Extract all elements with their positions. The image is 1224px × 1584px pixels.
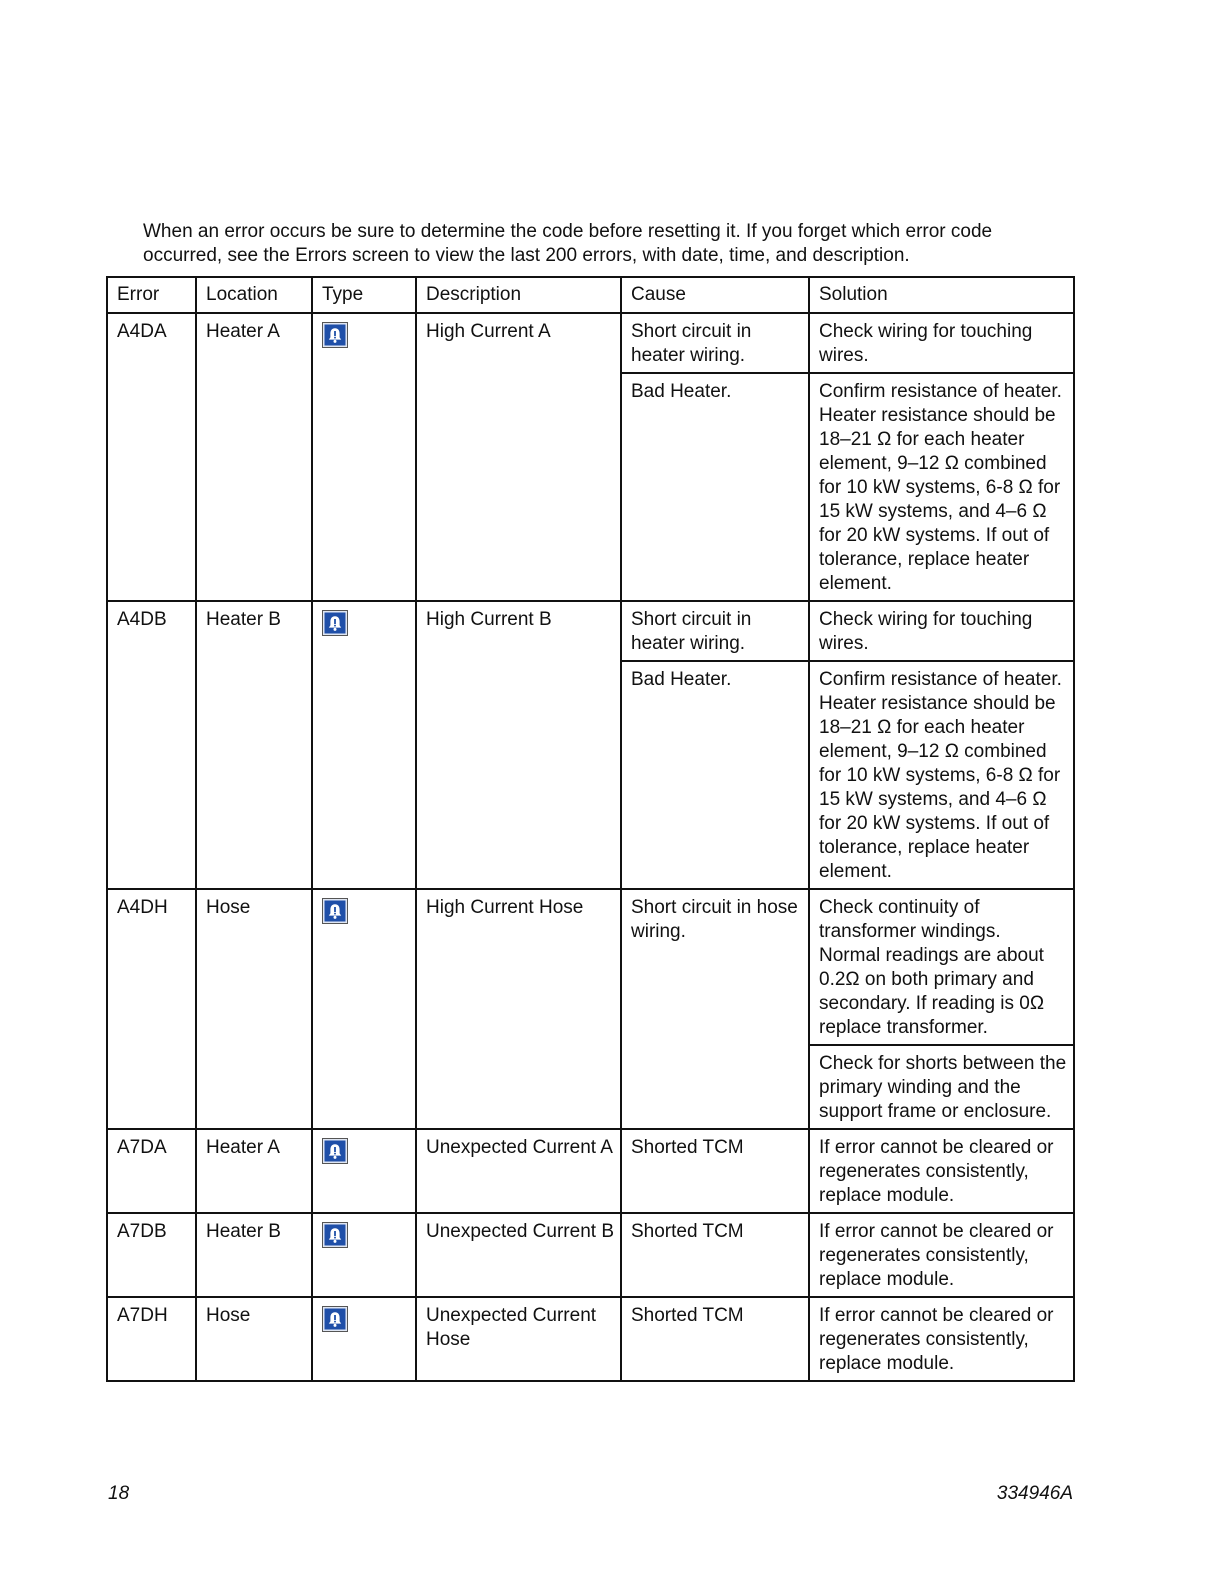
solution: Check for shorts between the primary winding and the support frame or enclosure. — [809, 1045, 1074, 1129]
table-row — [107, 313, 1074, 373]
solution: Check wiring for touching wires. — [809, 313, 1074, 373]
alarm-bell-icon — [322, 1306, 348, 1332]
cause: Bad Heater. — [621, 661, 809, 889]
cause: Short circuit in heater wiring. — [621, 601, 809, 661]
type-cell — [312, 1297, 416, 1381]
alarm-bell-icon — [322, 898, 348, 924]
description: Unexpected Current Hose — [416, 1297, 621, 1381]
cause: Short circuit in heater wiring. — [621, 313, 809, 373]
location: Hose — [196, 889, 312, 1129]
error-code: A4DH — [107, 889, 196, 1129]
cause: Shorted TCM — [621, 1297, 809, 1381]
location: Heater B — [196, 601, 312, 889]
solution: If error cannot be cleared or regenerates consistently, replace module. — [809, 1213, 1074, 1297]
table-header-row — [107, 277, 1074, 313]
intro-paragraph: When an error occurs be sure to determine the code before resetting it. If you forget which error code occurred, see the Errors screen to view the last 200 errors, with date, time, and description. — [143, 221, 993, 266]
document-number: 334946A — [996, 1483, 1073, 1504]
header-solution: Solution — [809, 277, 1074, 313]
cause: Shorted TCM — [621, 1129, 809, 1213]
alarm-bell-icon — [322, 610, 348, 636]
cause: Shorted TCM — [621, 1213, 809, 1297]
error-codes-table — [106, 276, 1075, 1382]
header-description: Description — [416, 277, 621, 313]
description: High Current Hose — [416, 889, 621, 1129]
alarm-bell-icon — [322, 1222, 348, 1248]
header-error: Error — [107, 277, 196, 313]
header-type: Type — [312, 277, 416, 313]
cause: Bad Heater. — [621, 373, 809, 601]
error-code: A7DB — [107, 1213, 196, 1297]
type-cell — [312, 889, 416, 1129]
solution: Check continuity of transformer windings. Normal readings are about 0.2Ω on both primary and secondary. If reading is 0Ω replace transformer. — [809, 889, 1074, 1045]
location: Hose — [196, 1297, 312, 1381]
description: High Current A — [416, 313, 621, 601]
location: Heater A — [196, 313, 312, 601]
cause: Short circuit in hose wiring. — [621, 889, 809, 1129]
solution: If error cannot be cleared or regenerates consistently, replace module. — [809, 1129, 1074, 1213]
error-code: A7DH — [107, 1297, 196, 1381]
solution: Check wiring for touching wires. — [809, 601, 1074, 661]
alarm-bell-icon — [322, 1138, 348, 1164]
table-row — [107, 1297, 1074, 1381]
error-code: A4DB — [107, 601, 196, 889]
table-row — [107, 889, 1074, 1045]
type-cell — [312, 1129, 416, 1213]
type-cell — [312, 1213, 416, 1297]
error-code: A7DA — [107, 1129, 196, 1213]
alarm-bell-icon — [322, 322, 348, 348]
table-row — [107, 1129, 1074, 1213]
table-row — [107, 1213, 1074, 1297]
error-code: A4DA — [107, 313, 196, 601]
location: Heater B — [196, 1213, 312, 1297]
header-cause: Cause — [621, 277, 809, 313]
solution: Confirm resistance of heater. Heater resistance should be 18–21 Ω for each heater element, 9–12 Ω combined for 10 kW systems, 6-8 Ω for 15 kW systems, and 4–6 Ω for 20 kW systems. If out of tolerance, replace heater element. — [809, 373, 1074, 601]
location: Heater A — [196, 1129, 312, 1213]
header-location: Location — [196, 277, 312, 313]
type-cell — [312, 313, 416, 601]
description: High Current B — [416, 601, 621, 889]
solution: If error cannot be cleared or regenerates consistently, replace module. — [809, 1297, 1074, 1381]
solution: Confirm resistance of heater. Heater resistance should be 18–21 Ω for each heater element, 9–12 Ω combined for 10 kW systems, 6-8 Ω for 15 kW systems, and 4–6 Ω for 20 kW systems. If out of tolerance, replace heater element. — [809, 661, 1074, 889]
page-number: 18 — [108, 1483, 130, 1504]
description: Unexpected Current B — [416, 1213, 621, 1297]
description: Unexpected Current A — [416, 1129, 621, 1213]
type-cell — [312, 601, 416, 889]
table-row — [107, 601, 1074, 661]
